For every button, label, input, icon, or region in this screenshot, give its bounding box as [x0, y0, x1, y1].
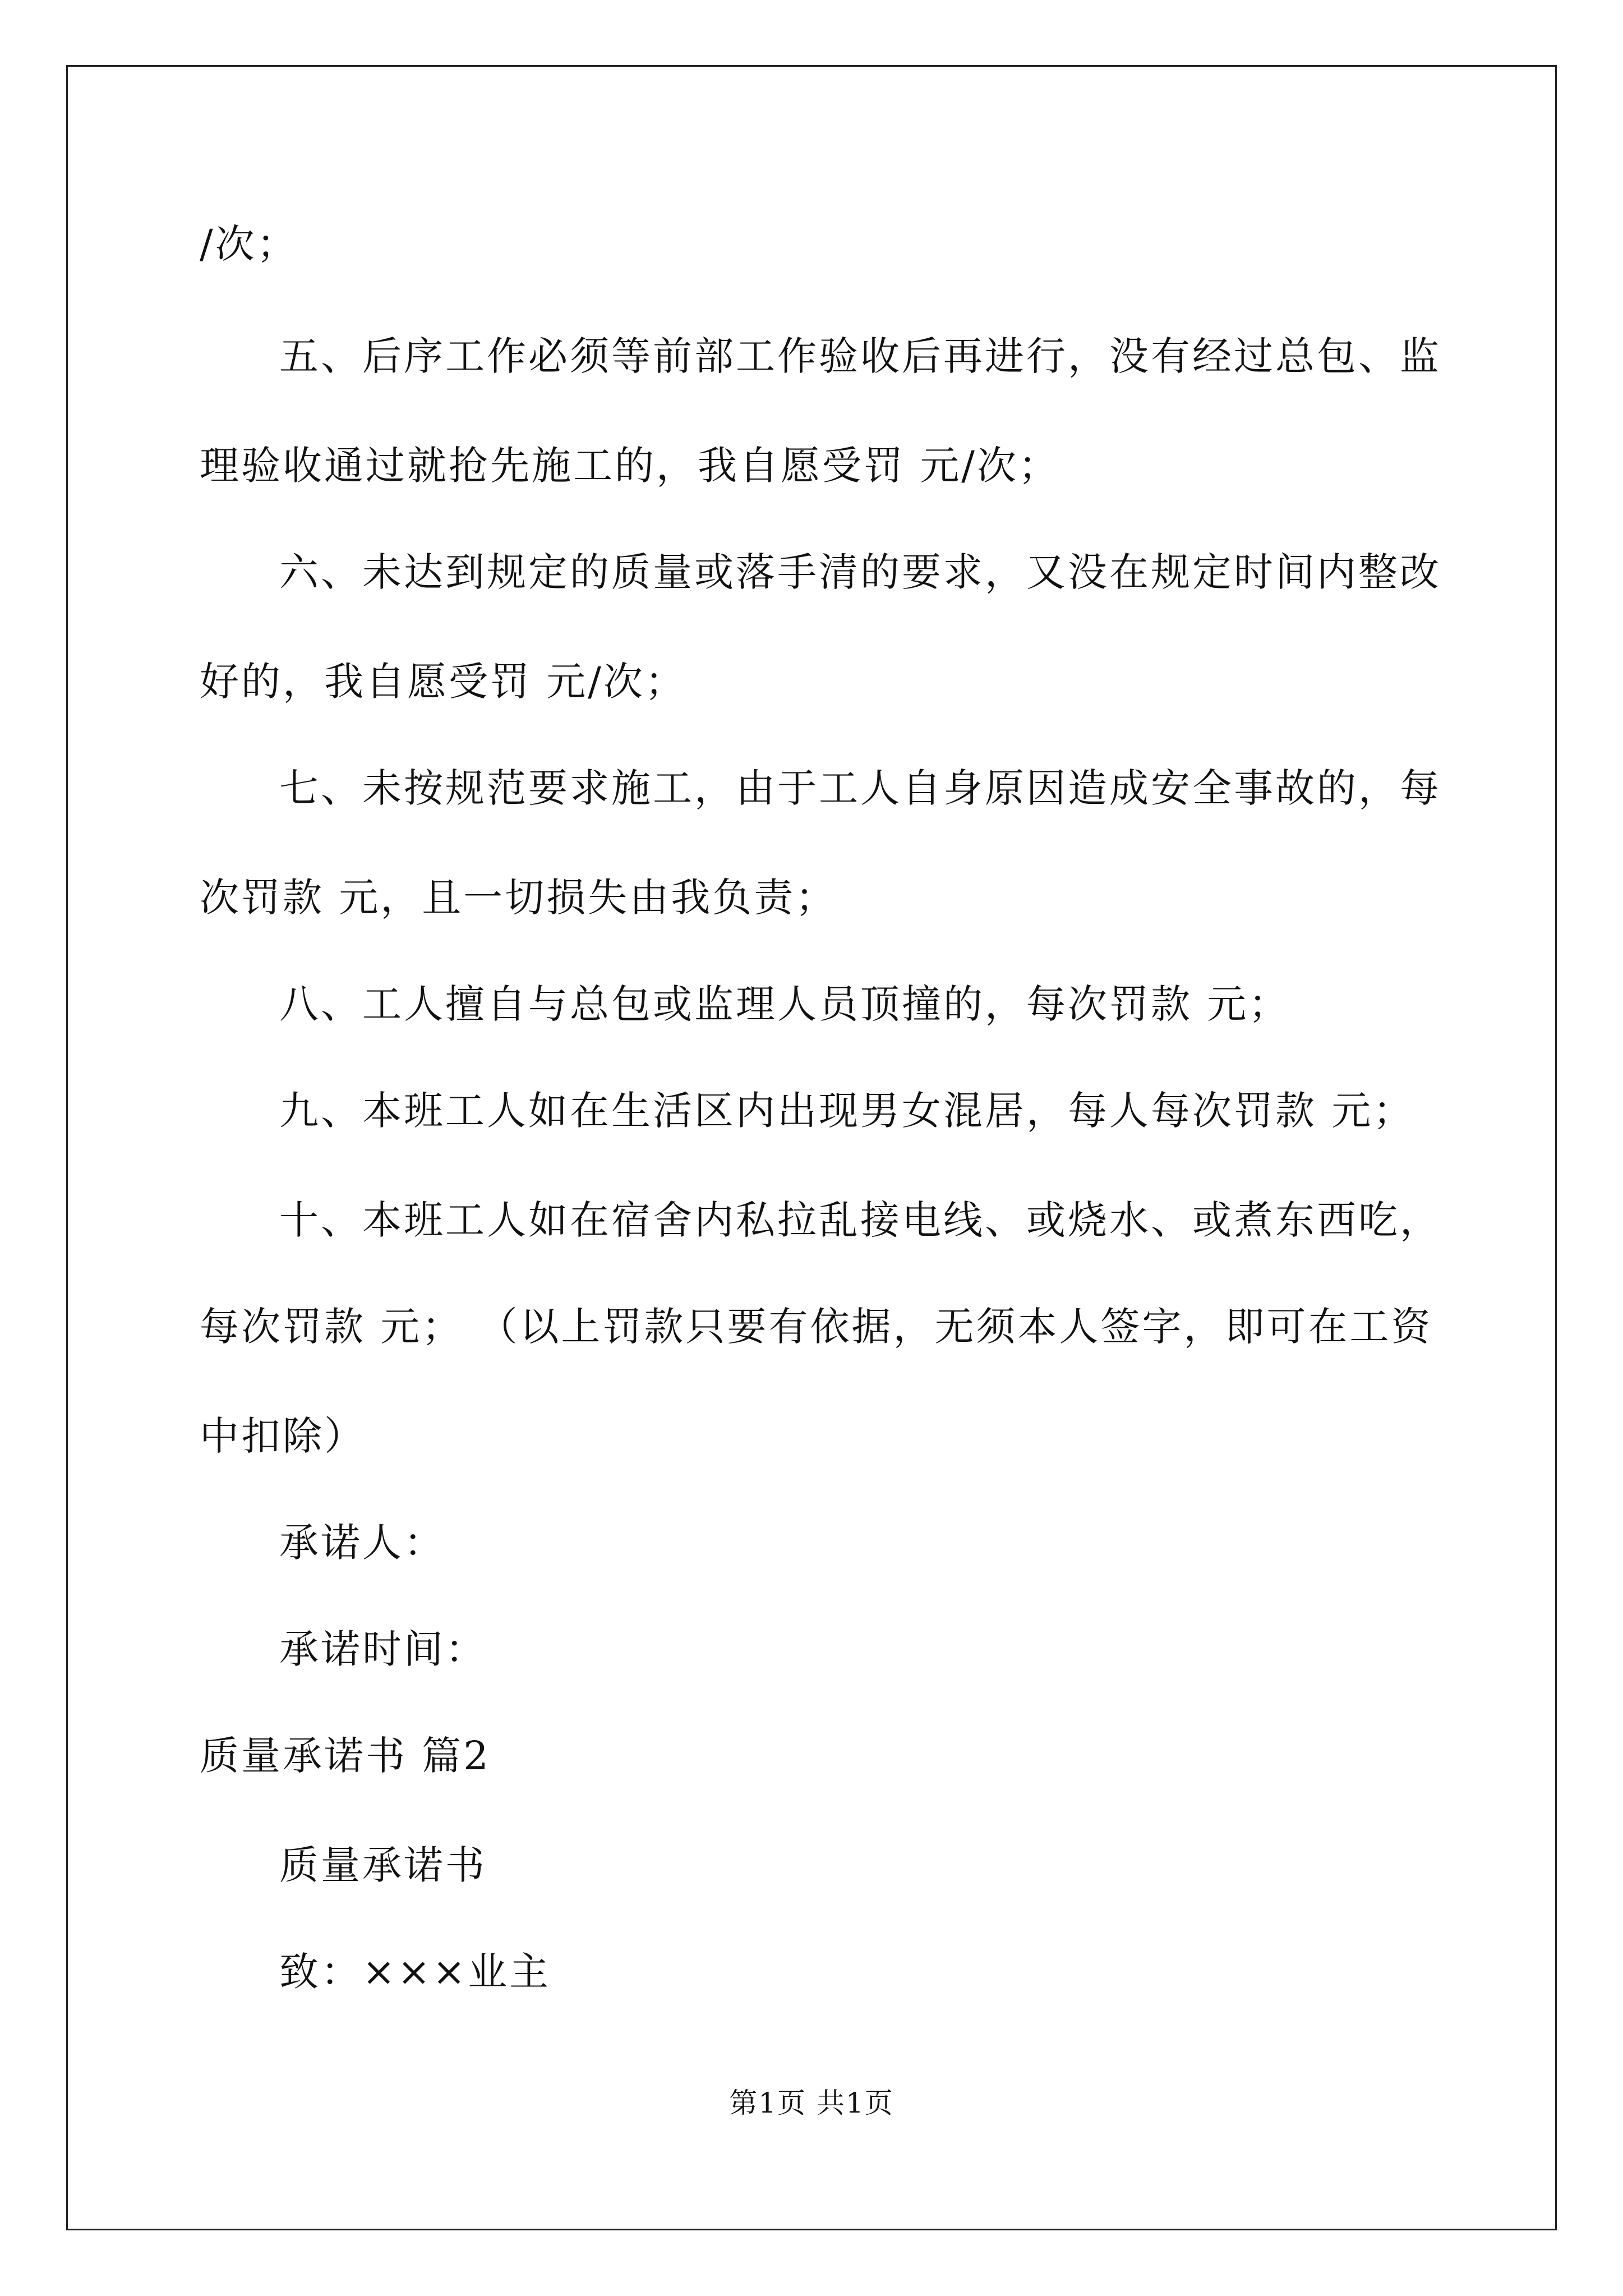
addressee-line: 致：×××业主 [279, 1949, 551, 1995]
text-line: 理验收通过就抢先施工的，我自愿受罚 元/次； [200, 443, 1060, 489]
document-title: 质量承诺书 [279, 1842, 487, 1888]
text-line: 每次罚款 元； （以上罚款只要有依据，无须本人签字，即可在工资 [200, 1304, 1433, 1350]
section-heading: 质量承诺书 篇2 [200, 1733, 491, 1779]
text-line: 十、本班工人如在宿舍内私拉乱接电线、或烧水、或煮东西吃， [279, 1197, 1441, 1243]
text-line: 六、未达到规定的质量或落手清的要求，又没在规定时间内整改 [279, 549, 1441, 595]
text-line: 九、本班工人如在生活区内出现男女混居，每人每次罚款 元； [279, 1088, 1415, 1134]
text-line: 八、工人擅自与总包或监理人员顶撞的，每次罚款 元； [279, 981, 1290, 1027]
text-line: /次； [200, 221, 298, 267]
page-border [66, 65, 1557, 2230]
date-label: 承诺时间： [279, 1626, 487, 1672]
text-line: 七、未按规范要求施工，由于工人自身原因造成安全事故的，每 [279, 765, 1441, 811]
page-footer: 第1页 共1页 [729, 2087, 894, 2119]
text-line: 中扣除） [200, 1413, 366, 1459]
text-line: 好的，我自愿受罚 元/次； [200, 659, 686, 705]
text-line: 次罚款 元，且一切损失由我负责； [200, 875, 837, 921]
text-line: 五、后序工作必须等前部工作验收后再进行，没有经过总包、监 [279, 333, 1441, 379]
signatory-label: 承诺人： [279, 1520, 445, 1566]
